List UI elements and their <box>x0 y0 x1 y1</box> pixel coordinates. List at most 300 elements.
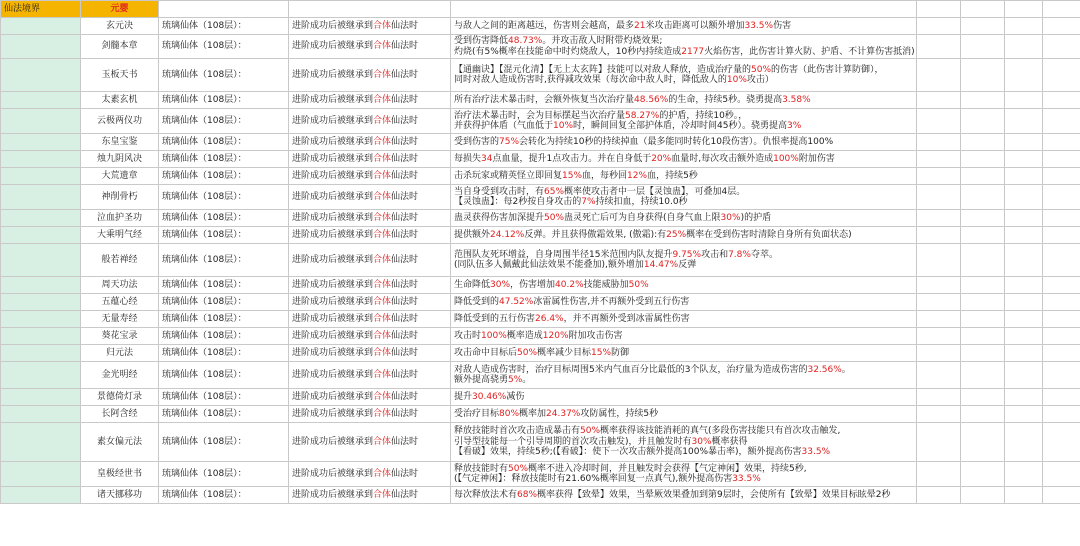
inherit-cell <box>289 487 451 504</box>
realm-cell <box>1 244 81 277</box>
inherit-text: 仙法时 <box>391 115 419 126</box>
highlight-value: 58.27% <box>625 110 660 121</box>
description-line <box>454 36 913 47</box>
highlight-value: 50% <box>544 212 565 223</box>
description-text: 攻击时 <box>454 330 482 341</box>
highlight-value: 30.46% <box>472 391 507 402</box>
highlight-value: 33.5% <box>732 474 761 484</box>
inherit-cell <box>289 168 451 185</box>
empty-cell <box>961 35 1005 59</box>
inherit-text: 仙法时 <box>391 296 419 307</box>
highlight-value: 14.47% <box>643 260 679 270</box>
table-row <box>1 294 1080 311</box>
inherit-realm: 合体 <box>373 94 392 105</box>
empty-cell <box>1005 311 1043 328</box>
empty-cell <box>1043 109 1080 134</box>
highlight-value: 9.75% <box>672 249 702 260</box>
skill-name: 玄元决 <box>81 18 159 35</box>
inherit-realm: 合体 <box>373 279 392 290</box>
empty-cell <box>961 168 1005 185</box>
empty-cell <box>1043 185 1080 210</box>
description-text: 反弹 <box>678 260 697 270</box>
inherit-text: 进阶成功后被继承到 <box>292 279 374 290</box>
skill-name: 无量寿经 <box>81 311 159 328</box>
skill-name: 大乘明气经 <box>81 227 159 244</box>
description-text: 血量时,每次攻击额外造成 <box>671 153 774 164</box>
empty-cell <box>1005 185 1043 210</box>
empty-cell <box>961 227 1005 244</box>
empty-cell <box>1005 462 1043 487</box>
description-text: 释放技能时首次攻击造成暴击有 <box>454 426 581 437</box>
table-row <box>1 345 1080 362</box>
highlight-value: 50% <box>751 64 772 75</box>
realm-cell <box>1 185 81 210</box>
empty-cell <box>961 277 1005 294</box>
highlight-value: 50% <box>517 347 538 358</box>
empty-cell <box>961 244 1005 277</box>
skill-name: 烛九阴风决 <box>81 151 159 168</box>
effect-description <box>451 244 917 277</box>
empty-cell <box>961 487 1005 504</box>
inherit-text: 仙法时 <box>391 94 419 105</box>
empty-cell <box>917 109 961 134</box>
skill-name: 泣血护圣功 <box>81 210 159 227</box>
table-row <box>1 18 1080 35</box>
description-line <box>454 447 913 458</box>
inherit-text: 进阶成功后被继承到 <box>292 369 374 380</box>
condition-cell: 琉璃仙体（108层）： <box>159 168 289 185</box>
realm-cell <box>1 92 81 109</box>
highlight-value: 20% <box>651 153 672 164</box>
table-row <box>1 462 1080 487</box>
inherit-text: 进阶成功后被继承到 <box>292 153 374 164</box>
empty-cell <box>1043 134 1080 151</box>
inherit-text: 进阶成功后被继承到 <box>292 191 374 202</box>
empty-cell <box>917 345 961 362</box>
empty-cell <box>917 227 961 244</box>
inherit-cell <box>289 18 451 35</box>
effect-description <box>451 210 917 227</box>
inherit-cell <box>289 109 451 134</box>
empty-cell <box>1043 168 1080 185</box>
empty-cell <box>1005 227 1043 244</box>
empty-cell <box>1043 59 1080 92</box>
condition-cell: 琉璃仙体（108层）： <box>159 389 289 406</box>
description-line <box>454 331 913 342</box>
empty-cell <box>961 462 1005 487</box>
description-text: 释放技能时有 <box>454 463 509 474</box>
inherit-text: 仙法时 <box>391 330 419 341</box>
effect-description <box>451 185 917 210</box>
description-text: 受治疗目标 <box>454 408 500 419</box>
effect-description <box>451 487 917 504</box>
highlight-value: 2177 <box>681 46 705 57</box>
inherit-cell <box>289 328 451 345</box>
description-text: 击杀玩家或精英怪立即回复 <box>454 170 563 181</box>
empty-cell <box>1005 92 1043 109</box>
description-line <box>454 426 913 437</box>
empty-cell <box>1005 244 1043 277</box>
condition-cell: 琉璃仙体（108层）： <box>159 59 289 92</box>
realm-cell <box>1 328 81 345</box>
description-text: 伤害 <box>773 20 792 31</box>
description-line <box>454 392 913 403</box>
empty-cell <box>1043 406 1080 423</box>
empty-cell <box>1005 487 1043 504</box>
empty-cell <box>1043 210 1080 227</box>
inherit-text: 进阶成功后被继承到 <box>292 20 374 31</box>
inherit-text: 仙法时 <box>391 279 419 290</box>
description-text: 技能威胁加 <box>583 279 629 290</box>
inherit-text: 进阶成功后被继承到 <box>292 41 374 52</box>
inherit-text: 进阶成功后被继承到 <box>292 436 374 447</box>
empty-cell <box>1005 109 1043 134</box>
description-text: 当自身受到攻击时，有 <box>454 186 545 197</box>
inherit-cell <box>289 210 451 227</box>
description-line <box>454 65 913 76</box>
effect-description <box>451 151 917 168</box>
highlight-value: 5% <box>508 375 523 385</box>
inherit-text: 仙法时 <box>391 153 419 164</box>
empty-cell <box>961 210 1005 227</box>
highlight-value: 34 <box>481 153 493 164</box>
skill-name: 剑髓本章 <box>81 35 159 59</box>
effect-description <box>451 462 917 487</box>
empty-cell <box>961 59 1005 92</box>
effect-description <box>451 362 917 389</box>
description-line <box>454 437 913 448</box>
description-line <box>454 464 913 475</box>
realm-cell <box>1 109 81 134</box>
empty-cell <box>917 168 961 185</box>
description-text: 提升 <box>454 391 473 402</box>
description-text: 米攻击距离可以额外增加 <box>645 20 745 31</box>
effect-description <box>451 134 917 151</box>
description-line <box>454 187 913 198</box>
empty-cell <box>1005 59 1043 92</box>
condition-cell: 琉璃仙体（108层）： <box>159 109 289 134</box>
empty-cell <box>917 294 961 311</box>
condition-cell: 琉璃仙体（108层）： <box>159 487 289 504</box>
table-row <box>1 227 1080 244</box>
inherit-realm: 合体 <box>373 369 392 380</box>
description-line <box>454 314 913 325</box>
description-line <box>454 365 913 376</box>
empty-cell <box>917 185 961 210</box>
realm-cell <box>1 168 81 185</box>
empty-cell <box>1005 362 1043 389</box>
highlight-value: 30% <box>490 279 511 290</box>
description-line <box>454 137 913 148</box>
description-text: 火焰伤害，此伤害计算火防、护盾、不计算伤害抵消) <box>704 46 915 57</box>
inherit-text: 进阶成功后被继承到 <box>292 212 374 223</box>
description-line <box>454 213 913 224</box>
empty-cell <box>917 59 961 92</box>
highlight-value: 75% <box>499 136 520 147</box>
highlight-value: 30% <box>720 212 741 223</box>
description-text: 攻击命中目标后 <box>454 347 518 358</box>
description-text: 。并攻击敌人时附带灼烧效果; <box>542 36 663 46</box>
inherit-text: 进阶成功后被继承到 <box>292 94 374 105</box>
description-text: 点血量，提升1点攻击力。并在自身低于 <box>492 153 652 164</box>
inherit-cell <box>289 462 451 487</box>
description-text: 生命降低 <box>454 279 491 290</box>
description-text: ，并不再额外受到冰雷属性伤害 <box>563 313 690 324</box>
empty-cell <box>1043 227 1080 244</box>
description-text: ，伤害增加 <box>510 279 556 290</box>
highlight-value: 50% <box>628 279 649 290</box>
description-text: 的生命，持续5秒。骁勇提高 <box>668 94 783 105</box>
table-row <box>1 487 1080 504</box>
description-text: 受到伤害降低 <box>454 36 509 46</box>
empty-cell <box>1043 244 1080 277</box>
empty-cell <box>961 185 1005 210</box>
description-text: 所有治疗法术暴击时，会额外恢复当次治疗量 <box>454 94 635 105</box>
empty-cell <box>961 151 1005 168</box>
condition-cell: 琉璃仙体（108层）： <box>159 345 289 362</box>
inherit-cell <box>289 362 451 389</box>
inherit-text: 仙法时 <box>391 408 419 419</box>
highlight-value: 26.4% <box>535 313 564 324</box>
inherit-realm: 合体 <box>373 436 392 447</box>
inherit-realm: 合体 <box>373 391 392 402</box>
inherit-realm: 合体 <box>373 41 392 52</box>
highlight-value: 48.73% <box>508 36 543 46</box>
description-text: 蛊灵死亡后可为自身获得(自身气血上限 <box>564 212 721 223</box>
description-line <box>454 280 913 291</box>
inherit-realm: 合体 <box>373 136 392 147</box>
description-text: 对敌人造成伤害时，治疗目标周围5米内气血百分比最低的3个队友，治疗量为造成伤害的 <box>454 364 808 375</box>
effect-description <box>451 168 917 185</box>
empty-cell <box>1005 151 1043 168</box>
inherit-realm: 合体 <box>373 115 392 126</box>
empty-cell <box>917 35 961 59</box>
inherit-realm: 合体 <box>373 212 392 223</box>
realm-cell <box>1 362 81 389</box>
realm-cell <box>1 423 81 462</box>
description-line <box>454 490 913 501</box>
description-text: 【灵蚀蛊】：每2秒按自身攻击的 <box>454 197 582 207</box>
table-row <box>1 134 1080 151</box>
inherit-cell <box>289 277 451 294</box>
empty-cell <box>917 210 961 227</box>
inherit-cell <box>289 185 451 210</box>
header-level: 元婴 <box>81 1 159 18</box>
description-text: 减伤 <box>506 391 525 402</box>
empty-cell <box>1005 134 1043 151</box>
empty-cell <box>1005 406 1043 423</box>
inherit-cell <box>289 345 451 362</box>
condition-cell: 琉璃仙体（108层）： <box>159 134 289 151</box>
condition-cell: 琉璃仙体（108层）： <box>159 328 289 345</box>
table-row <box>1 210 1080 227</box>
highlight-value: 100% <box>773 153 799 164</box>
highlight-value: 47.52% <box>499 296 534 307</box>
inherit-text: 仙法时 <box>391 489 419 500</box>
empty-cell <box>1043 92 1080 109</box>
description-line <box>454 21 913 32</box>
empty-cell <box>1005 277 1043 294</box>
table-row <box>1 423 1080 462</box>
description-text: (同队伍多人佩戴此仙法效果不能叠加),额外增加 <box>454 260 644 270</box>
inherit-text: 进阶成功后被继承到 <box>292 229 374 240</box>
highlight-value: 12% <box>627 170 648 181</box>
header-realm: 仙法境界 <box>1 1 81 18</box>
skill-name: 素女偏元法 <box>81 423 159 462</box>
empty-cell <box>961 423 1005 462</box>
highlight-value: 100% <box>481 330 507 341</box>
description-text: 概率获得【致晕】效果，当晕厥效果叠加到第9层时，会使所有【致晕】效果目标眩晕2秒 <box>537 489 891 500</box>
inherit-realm: 合体 <box>373 229 392 240</box>
empty-cell <box>1005 294 1043 311</box>
description-text: 概率造成 <box>506 330 543 341</box>
description-text: 并获得护体盾（气血低于 <box>454 121 554 131</box>
inherit-realm: 合体 <box>373 408 392 419</box>
description-text: 受到伤害的 <box>454 136 500 147</box>
inherit-cell <box>289 389 451 406</box>
inherit-text: 进阶成功后被继承到 <box>292 347 374 358</box>
effect-description <box>451 345 917 362</box>
description-text: 攻击和 <box>701 249 729 260</box>
skill-name: 大荒遗章 <box>81 168 159 185</box>
inherit-cell <box>289 35 451 59</box>
empty-cell <box>917 18 961 35</box>
description-line <box>454 250 913 261</box>
skill-name: 玉板天书 <box>81 59 159 92</box>
description-text: 攻击） <box>746 75 774 85</box>
highlight-value: 50% <box>508 463 529 474</box>
effect-description <box>451 59 917 92</box>
description-text: 概率减少目标 <box>537 347 592 358</box>
description-text: 概率在受到伤害时清除自身所有负面状态) <box>686 229 852 240</box>
empty-cell <box>1005 345 1043 362</box>
inherit-text: 仙法时 <box>391 313 419 324</box>
description-text: 降低受到的 <box>454 296 500 307</box>
inherit-realm: 合体 <box>373 20 392 31</box>
inherit-text: 进阶成功后被继承到 <box>292 69 374 80</box>
description-line <box>454 111 913 122</box>
description-line <box>454 47 913 58</box>
inherit-text: 仙法时 <box>391 20 419 31</box>
table-row <box>1 328 1080 345</box>
description-text: 时，瞬间回复全部护体盾，冷却时间45秒）。骁勇提高 <box>573 121 787 131</box>
inherit-cell <box>289 59 451 92</box>
inherit-cell <box>289 311 451 328</box>
table-row <box>1 151 1080 168</box>
effect-description <box>451 92 917 109</box>
description-text: 防御 <box>611 347 630 358</box>
empty-cell <box>1043 277 1080 294</box>
inherit-text: 进阶成功后被继承到 <box>292 254 374 265</box>
description-text: 【通幽诀】【混元化清】【无上太玄阵】技能可以对敌人释放，造成治疗量的 <box>454 64 752 75</box>
description-text: 会转化为持续10秒的持续掉血（最多能同时转化10段伤害）。仇恨率提高100% <box>519 136 834 147</box>
inherit-text: 进阶成功后被继承到 <box>292 391 374 402</box>
inherit-text: 仙法时 <box>391 69 419 80</box>
description-text: 降低受到的五行伤害 <box>454 313 536 324</box>
inherit-text: 仙法时 <box>391 347 419 358</box>
skill-name: 神削骨朽 <box>81 185 159 210</box>
empty-cell <box>961 311 1005 328</box>
empty-cell <box>917 389 961 406</box>
empty-cell <box>1043 328 1080 345</box>
description-line <box>454 348 913 359</box>
empty-cell <box>1043 18 1080 35</box>
description-text: (【气定神闲】：释放技能时有21.60%概率回复一点真气),额外提高伤害 <box>454 474 733 484</box>
highlight-value: 7.8% <box>728 249 751 260</box>
inherit-text: 进阶成功后被继承到 <box>292 170 374 181</box>
inherit-realm: 合体 <box>373 468 392 479</box>
description-line <box>454 75 913 86</box>
description-text: )的护盾 <box>740 212 772 223</box>
empty-cell <box>1005 423 1043 462</box>
highlight-value: 3% <box>787 121 802 131</box>
inherit-text: 进阶成功后被继承到 <box>292 408 374 419</box>
inherit-realm: 合体 <box>373 254 392 265</box>
empty-cell <box>1043 462 1080 487</box>
description-line <box>454 474 913 485</box>
description-line <box>454 230 913 241</box>
description-text: 反弹。并且获得傲霜效果, (傲霜):有 <box>524 229 667 240</box>
realm-cell <box>1 35 81 59</box>
highlight-value: 80% <box>499 408 520 419</box>
condition-cell: 琉璃仙体（108层）： <box>159 227 289 244</box>
condition-cell: 琉璃仙体（108层）： <box>159 185 289 210</box>
inherit-realm: 合体 <box>373 330 392 341</box>
table-row <box>1 389 1080 406</box>
inherit-text: 进阶成功后被继承到 <box>292 115 374 126</box>
inherit-realm: 合体 <box>373 347 392 358</box>
empty-cell <box>917 487 961 504</box>
inherit-realm: 合体 <box>373 489 392 500</box>
condition-cell: 琉璃仙体（108层）： <box>159 362 289 389</box>
effect-description <box>451 109 917 134</box>
empty-cell <box>1043 311 1080 328</box>
highlight-value: 3.58% <box>782 94 811 105</box>
description-text: 范围队友死环增益，自身周围半径15米范围内队友提升 <box>454 249 673 260</box>
effect-description <box>451 227 917 244</box>
table-row <box>1 168 1080 185</box>
table-row <box>1 185 1080 210</box>
description-text: 夺萃。 <box>750 249 778 260</box>
realm-cell <box>1 151 81 168</box>
skill-name: 长阿含经 <box>81 406 159 423</box>
description-text: 的伤害（此伤害计算防御）， <box>771 64 884 75</box>
table-row <box>1 59 1080 92</box>
skill-name: 东皇宝鉴 <box>81 134 159 151</box>
inherit-text: 进阶成功后被继承到 <box>292 468 374 479</box>
empty-cell <box>917 244 961 277</box>
description-line <box>454 297 913 308</box>
skill-name: 五蕴心经 <box>81 294 159 311</box>
empty-cell <box>961 345 1005 362</box>
inherit-cell <box>289 151 451 168</box>
effect-description <box>451 423 917 462</box>
description-line <box>454 260 913 271</box>
description-line <box>454 409 913 420</box>
skill-name: 周天功法 <box>81 277 159 294</box>
highlight-value: 33.5% <box>744 20 774 31</box>
empty-cell <box>1043 423 1080 462</box>
empty-cell <box>917 311 961 328</box>
description-text: 【看破】效果，持续5秒;(【看破】：使下一次攻击额外提高100%暴击率)，额外提高伤害 <box>454 447 802 458</box>
highlight-value: 30% <box>691 436 712 447</box>
empty-cell <box>917 134 961 151</box>
highlight-value: 33.5% <box>801 447 831 458</box>
description-text: 同时对敌人造成伤害时,获得减攻效果（每次命中敌人时，降低敌人的 <box>454 75 727 85</box>
skill-name: 般若禅经 <box>81 244 159 277</box>
empty-cell <box>917 462 961 487</box>
condition-cell: 琉璃仙体（108层）： <box>159 18 289 35</box>
